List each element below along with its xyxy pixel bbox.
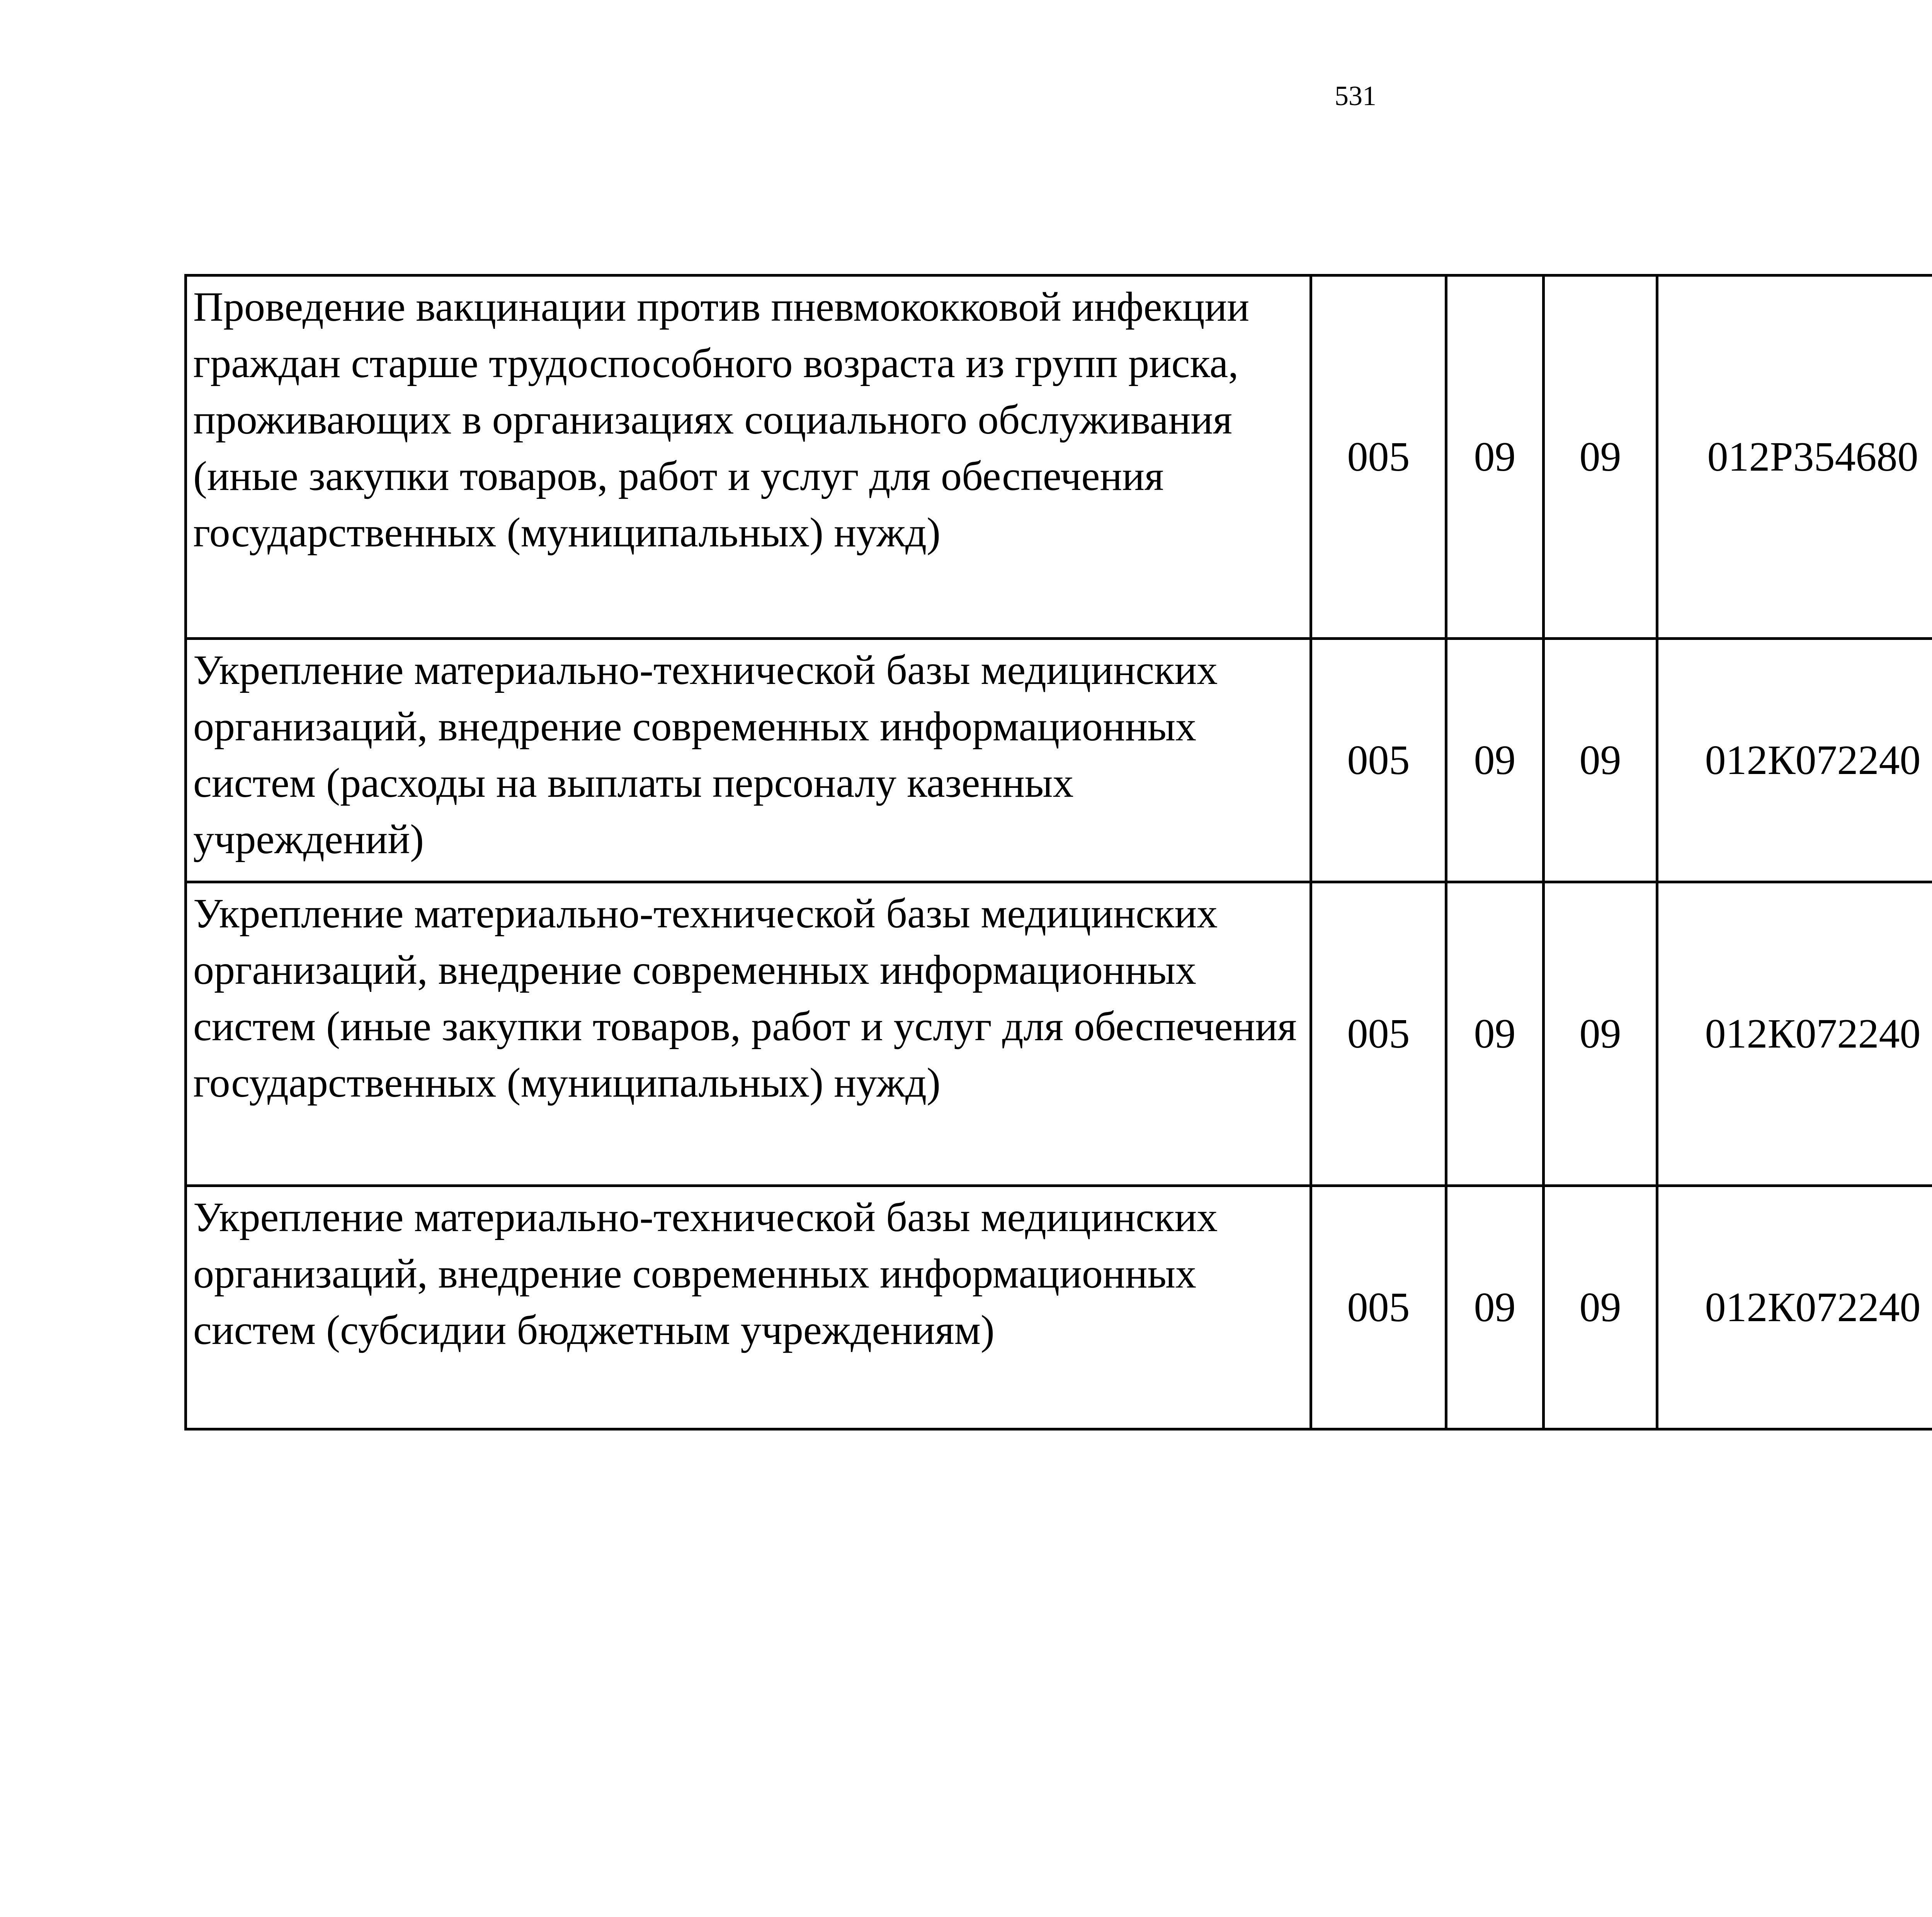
subsection-code: 09 <box>1544 276 1657 639</box>
table-row <box>186 639 1932 882</box>
section-code: 09 <box>1446 1186 1544 1429</box>
table-row <box>186 882 1932 1186</box>
section-code: 09 <box>1446 882 1544 1186</box>
ministry-code: 005 <box>1311 882 1446 1186</box>
table-row <box>186 276 1932 639</box>
ministry-code: 005 <box>1311 639 1446 882</box>
subsection-code: 09 <box>1544 1186 1657 1429</box>
row-description: Проведение вакцинации против пневмококковой инфекции граждан старше трудоспособного возраста из групп риска, проживающих в организациях социального обслуживания (иные закупки товаров, работ и услуг для обеспечения государственных (муниципальных) нужд) <box>186 276 1311 639</box>
ministry-code: 005 <box>1311 276 1446 639</box>
subsection-code: 09 <box>1544 639 1657 882</box>
table-row <box>186 1186 1932 1429</box>
subsection-code: 09 <box>1544 882 1657 1186</box>
ministry-code: 005 <box>1311 1186 1446 1429</box>
page-number: 531 <box>1335 80 1376 111</box>
target-article-code: 012К072240 <box>1657 1186 1932 1429</box>
target-article-code: 012Р354680 <box>1657 276 1932 639</box>
budget-table <box>184 274 1932 1431</box>
section-code: 09 <box>1446 639 1544 882</box>
target-article-code: 012К072240 <box>1657 639 1932 882</box>
row-description: Укрепление материально-технической базы медицинских организаций, внедрение современных информационных систем (субсидии бюджетным учреждениям) <box>186 1186 1311 1429</box>
target-article-code: 012К072240 <box>1657 882 1932 1186</box>
section-code: 09 <box>1446 276 1544 639</box>
row-description: Укрепление материально-технической базы медицинских организаций, внедрение современных информационных систем (расходы на выплаты персоналу казенных учреждений) <box>186 639 1311 882</box>
row-description: Укрепление материально-технической базы медицинских организаций, внедрение современных информационных систем (иные закупки товаров, работ и услуг для обеспечения государственных (муниципальных) нужд) <box>186 882 1311 1186</box>
